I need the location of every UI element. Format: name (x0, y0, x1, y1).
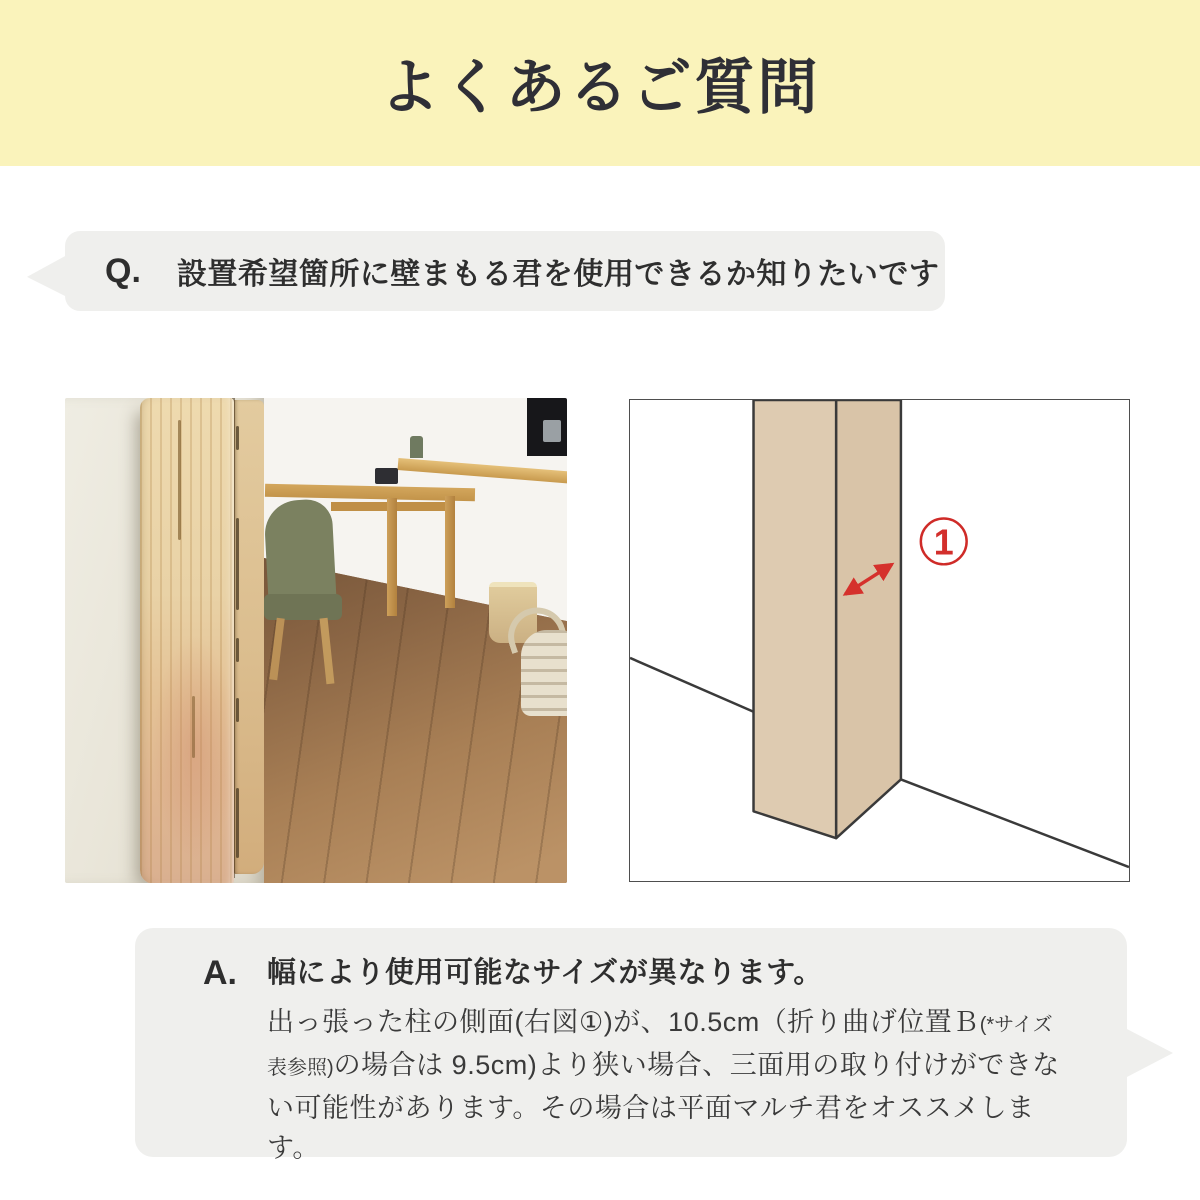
photo-shelf-object (543, 420, 561, 442)
photo-chair-back (263, 498, 336, 605)
photo-table-leg (387, 498, 397, 616)
question-bubble-tail (27, 255, 67, 297)
photo-canister (410, 436, 423, 458)
pillar-left-face (754, 400, 837, 838)
photo-counter-top (398, 458, 567, 484)
pillar-diagram-svg (630, 400, 1129, 881)
answer-panel-tail (1125, 1028, 1173, 1078)
photo-clock (375, 468, 398, 484)
photo-guard-slit (236, 788, 239, 858)
photo-table-top (265, 484, 475, 501)
photo-dark-alcove (527, 398, 567, 456)
answer-content (203, 952, 1069, 1195)
answer-panel (135, 928, 1127, 1163)
photo-corner-guard-front (140, 398, 234, 883)
photo-table-leg (445, 496, 455, 608)
answer-body-part2: の場合は 9.5cm)より狭い場合、三面用の取り付けができない可能性があります。その場合は平面マルチ君をオススメします。 (267, 1050, 1060, 1163)
photo-chair-seat (264, 594, 342, 620)
photo-wood-grain (192, 696, 195, 758)
product-photo (65, 398, 567, 883)
answer-label: A. (203, 954, 237, 992)
question-text: 設置希望箇所に壁まもる君を使用できるか知りたいです (176, 258, 940, 291)
photo-corner-guard-side (234, 400, 264, 874)
photo-basket (521, 630, 567, 716)
header-band (0, 0, 1200, 166)
floor-line-right (901, 779, 1129, 867)
question-label: Q. (105, 251, 141, 290)
question-bubble (65, 231, 945, 311)
photo-guard-slit (236, 698, 239, 722)
answer-body-note: (*サイズ表参照) (267, 1014, 1053, 1079)
photo-guard-slit (236, 638, 239, 662)
pillar-diagram (629, 399, 1130, 882)
photo-guard-slit (236, 518, 239, 610)
photo-guard-slit (236, 426, 239, 450)
photo-wood-grain (178, 420, 181, 540)
page-title: よくあるご質問 (379, 54, 821, 121)
callout-number: 1 (933, 522, 954, 563)
answer-heading: 幅により使用可能なサイズが異なります。 (267, 957, 823, 989)
pillar-right-face (836, 400, 901, 838)
floor-line-left (630, 658, 753, 712)
answer-body-part1: 出っ張った柱の側面(右図①)が、10.5cm（折り曲げ位置Ｂ (267, 1007, 980, 1037)
answer-body (267, 1002, 1069, 1168)
